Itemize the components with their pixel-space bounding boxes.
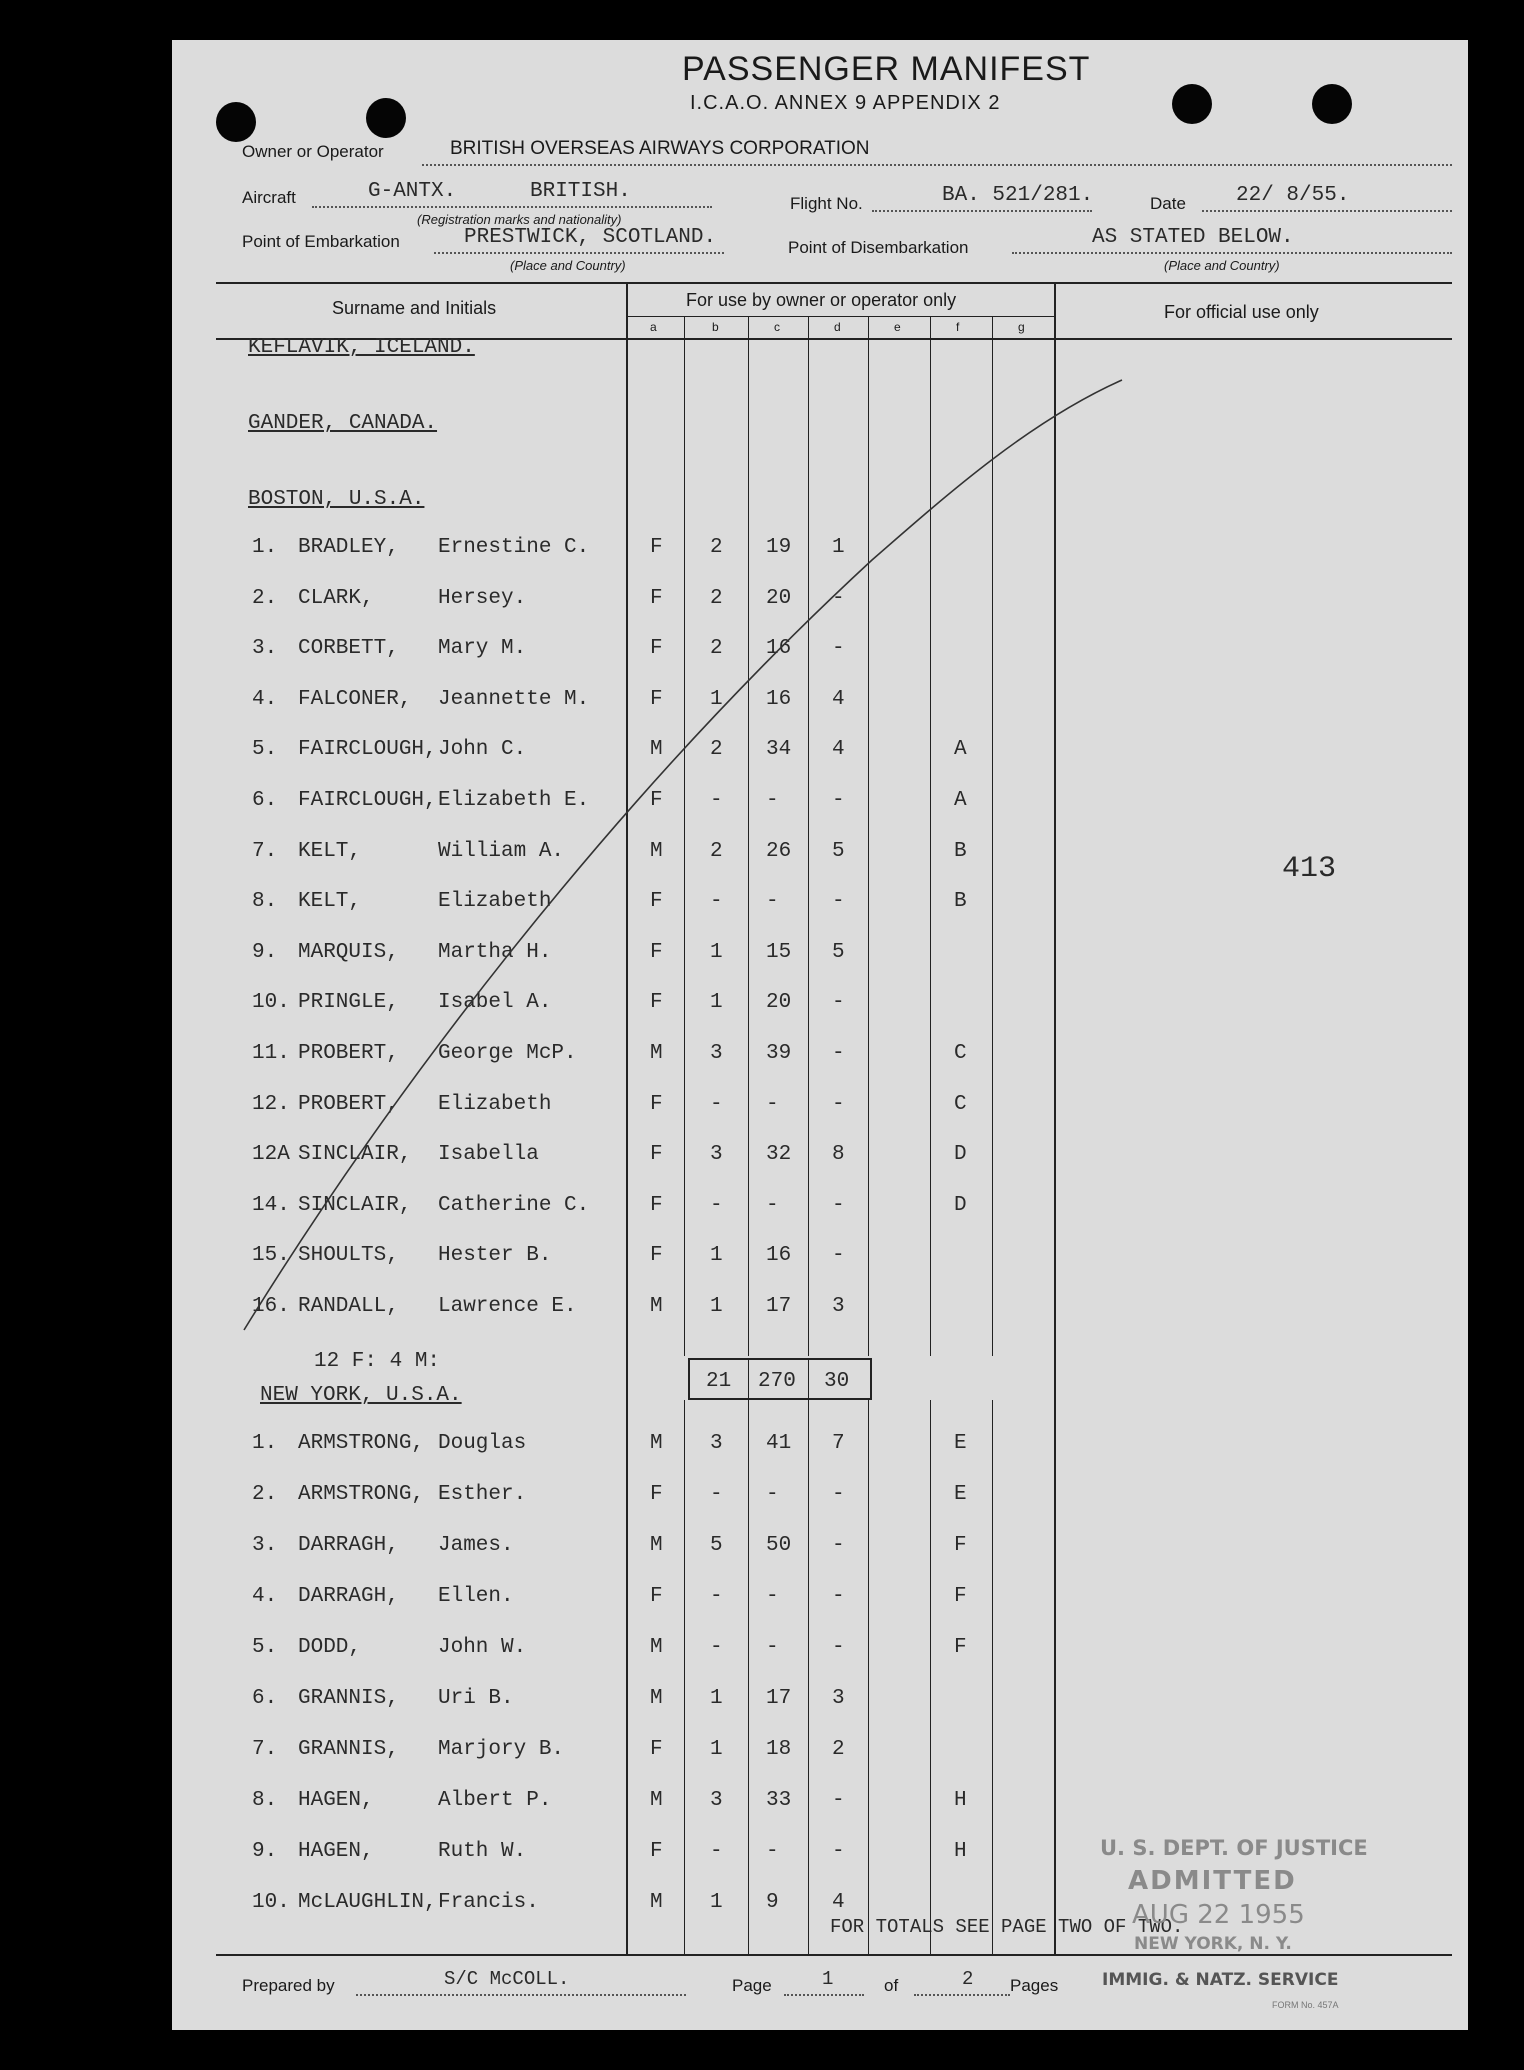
passenger-sex: M: [650, 1891, 663, 1914]
col-b-value: -: [710, 1585, 723, 1608]
passenger-given-name: James.: [438, 1534, 514, 1557]
punch-hole: [216, 102, 256, 142]
form-title: PASSENGER MANIFEST: [682, 50, 1091, 88]
col-c-value: 16: [766, 1244, 792, 1268]
col-b-value: -: [710, 1483, 723, 1506]
passenger-sex: M: [650, 1432, 663, 1455]
row-number: 5.: [252, 1636, 278, 1659]
col-f-value: B: [954, 839, 967, 863]
col-f-value: H: [954, 1840, 967, 1863]
col-c-value: -: [766, 1585, 779, 1608]
col-d-value: 3: [832, 1295, 845, 1318]
immigration-stamp-admitted: ADMITTED: [1128, 1866, 1297, 1896]
passenger-surname: PROBERT,: [298, 1092, 399, 1116]
col-c-value: 50: [766, 1534, 792, 1557]
punch-hole: [366, 98, 406, 138]
row-number: 9.: [252, 1840, 278, 1863]
row-number: 16.: [252, 1295, 290, 1318]
col-d-value: -: [832, 1092, 845, 1116]
passenger-surname: CORBETT,: [298, 637, 399, 661]
passenger-sex: M: [650, 839, 663, 863]
flight-label: Flight No.: [790, 194, 863, 213]
passenger-given-name: Elizabeth: [438, 890, 552, 914]
col-d-value: -: [832, 1042, 845, 1065]
disembarkation-label: Point of Disembarkation: [788, 238, 969, 257]
col-c-value: 16: [766, 637, 792, 661]
passenger-sex: F: [650, 1092, 663, 1116]
col-f-value: F: [954, 1534, 967, 1557]
col-c-value: 9: [766, 1891, 779, 1914]
row-number: 4.: [252, 1585, 278, 1608]
table-top-rule: [216, 282, 1452, 284]
passenger-surname: PRINGLE,: [298, 991, 399, 1015]
col-f-value: H: [954, 1789, 967, 1812]
row-number: 1.: [252, 536, 278, 559]
table-bottom-rule: [216, 1954, 1452, 1956]
aircraft-label: Aircraft: [242, 188, 296, 207]
immigration-stamp-dept: U. S. DEPT. OF JUSTICE: [1100, 1836, 1368, 1860]
col-d-value: 1: [832, 536, 845, 559]
disembarkation-note: (Place and Country): [1164, 258, 1280, 273]
col-d-value: 2: [832, 1738, 845, 1761]
col-d-value: -: [832, 586, 845, 610]
col-b-value: 3: [710, 1143, 723, 1167]
col-b-value: 5: [710, 1534, 723, 1557]
boston-gender-count: 12 F: 4 M:: [314, 1350, 441, 1373]
row-number: 6.: [252, 1687, 278, 1710]
row-number: 10.: [252, 991, 290, 1015]
row-number: 7.: [252, 1738, 278, 1761]
passenger-surname: DODD,: [298, 1636, 362, 1659]
col-f-value: C: [954, 1092, 967, 1116]
col-c-value: 20: [766, 991, 792, 1015]
manifest-page: [172, 40, 1468, 2030]
passenger-given-name: William A.: [438, 839, 565, 863]
row-number: 5.: [252, 738, 278, 762]
col-d-value: -: [832, 1840, 845, 1863]
col-d-value: 4: [832, 687, 845, 711]
col-f-value: D: [954, 1193, 967, 1217]
page-value: 1: [822, 1968, 834, 1990]
embarkation-note: (Place and Country): [510, 258, 626, 273]
passenger-sex: M: [650, 1687, 663, 1710]
col-d-value: -: [832, 1483, 845, 1506]
sub-col-e: e: [894, 320, 901, 334]
passenger-given-name: Jeannette M.: [438, 687, 590, 711]
col-b-value: 1: [710, 1891, 723, 1914]
row-number: 1.: [252, 1432, 278, 1455]
col-c-value: 16: [766, 687, 792, 711]
sub-col-b: b: [712, 320, 719, 334]
page-label: Page: [732, 1976, 772, 1995]
passenger-given-name: Hersey.: [438, 586, 527, 610]
col-f-value: F: [954, 1585, 967, 1608]
col-b-value: -: [710, 890, 723, 914]
col-c-value: -: [766, 890, 779, 914]
passenger-given-name: Hester B.: [438, 1244, 552, 1268]
row-number: 12A: [252, 1143, 290, 1167]
col-d-value: 3: [832, 1687, 845, 1710]
aircraft-registration: G-ANTX.: [368, 180, 457, 203]
passenger-sex: M: [650, 1295, 663, 1318]
passenger-sex: F: [650, 940, 663, 964]
total-col-c: 270: [758, 1370, 796, 1393]
passenger-surname: GRANNIS,: [298, 1738, 399, 1761]
col-b-value: 1: [710, 1738, 723, 1761]
col-b-value: -: [710, 1193, 723, 1217]
row-number: 7.: [252, 839, 278, 863]
row-number: 6.: [252, 789, 278, 812]
col-c-value: -: [766, 1193, 779, 1217]
col-b-value: 2: [710, 637, 723, 661]
col-c-value: 18: [766, 1738, 792, 1761]
passenger-surname: HAGEN,: [298, 1789, 374, 1812]
row-number: 9.: [252, 940, 278, 964]
totals-note: FOR TOTALS SEE PAGE TWO OF TWO.: [830, 1916, 1184, 1938]
passenger-sex: F: [650, 991, 663, 1015]
passenger-given-name: Isabella: [438, 1143, 539, 1167]
passenger-surname: GRANNIS,: [298, 1687, 399, 1710]
col-c-value: 15: [766, 940, 792, 964]
col-b-value: 3: [710, 1042, 723, 1065]
passenger-given-name: Ellen.: [438, 1585, 514, 1608]
passenger-given-name: Mary M.: [438, 637, 527, 661]
col-d-value: 7: [832, 1432, 845, 1455]
owner-label: Owner or Operator: [242, 142, 384, 161]
date-label: Date: [1150, 194, 1186, 213]
passenger-given-name: Albert P.: [438, 1789, 552, 1812]
prepared-by-value: S/C McCOLL.: [444, 1968, 570, 1990]
section-keflavik: KEFLAVIK, ICELAND.: [248, 336, 475, 359]
passenger-given-name: Marjory B.: [438, 1738, 565, 1761]
col-b-value: -: [710, 1092, 723, 1116]
col-b-value: 2: [710, 586, 723, 610]
col-f-value: C: [954, 1042, 967, 1065]
passenger-sex: F: [650, 789, 663, 812]
col-b-value: 2: [710, 839, 723, 863]
col-b-value: -: [710, 1840, 723, 1863]
passenger-sex: F: [650, 687, 663, 711]
col-d-value: 5: [832, 940, 845, 964]
col-c-value: 41: [766, 1432, 792, 1455]
col-b-value: 1: [710, 1687, 723, 1710]
section-newyork: NEW YORK, U.S.A.: [260, 1384, 462, 1407]
passenger-given-name: John C.: [438, 738, 527, 762]
row-number: 2.: [252, 586, 278, 610]
passenger-sex: F: [650, 890, 663, 914]
official-number: 413: [1282, 852, 1337, 886]
passenger-given-name: Francis.: [438, 1891, 539, 1914]
passenger-surname: HAGEN,: [298, 1840, 374, 1863]
of-value: 2: [962, 1968, 974, 1990]
passenger-given-name: Uri B.: [438, 1687, 514, 1710]
disembarkation-value: AS STATED BELOW.: [1092, 226, 1294, 249]
row-number: 12.: [252, 1092, 290, 1116]
row-number: 8.: [252, 890, 278, 914]
flight-value: BA. 521/281.: [942, 184, 1094, 207]
total-col-d: 30: [824, 1370, 850, 1393]
embarkation-value: PRESTWICK, SCOTLAND.: [464, 226, 717, 249]
col-c-value: 20: [766, 586, 792, 610]
col-c-value: 26: [766, 839, 792, 863]
prepared-by-label: Prepared by: [242, 1976, 335, 1995]
passenger-surname: SHOULTS,: [298, 1244, 399, 1268]
col-c-value: 34: [766, 738, 792, 762]
col-d-value: -: [832, 637, 845, 661]
form-number: FORM No. 457A: [1272, 2000, 1339, 2010]
col-c-value: -: [766, 789, 779, 812]
passenger-sex: M: [650, 1042, 663, 1065]
col-b-value: -: [710, 1636, 723, 1659]
passenger-sex: M: [650, 1534, 663, 1557]
col-b-value: 1: [710, 940, 723, 964]
passenger-sex: M: [650, 738, 663, 762]
passenger-sex: F: [650, 536, 663, 559]
sub-col-d: d: [834, 320, 841, 334]
passenger-given-name: Ernestine C.: [438, 536, 590, 559]
col-f-value: D: [954, 1143, 967, 1167]
passenger-sex: F: [650, 1193, 663, 1217]
passenger-given-name: Ruth W.: [438, 1840, 527, 1863]
sub-col-a: a: [650, 320, 657, 334]
passenger-given-name: Catherine C.: [438, 1193, 590, 1217]
row-number: 11.: [252, 1042, 290, 1065]
passenger-surname: DARRAGH,: [298, 1585, 399, 1608]
aircraft-nationality: BRITISH.: [530, 180, 631, 203]
of-label: of: [884, 1976, 899, 1995]
col-f-value: B: [954, 890, 967, 914]
owner-value: BRITISH OVERSEAS AIRWAYS CORPORATION: [450, 138, 870, 159]
col-d-value: -: [832, 1789, 845, 1812]
col-d-value: -: [832, 1636, 845, 1659]
date-value: 22/ 8/55.: [1236, 184, 1350, 207]
embarkation-label: Point of Embarkation: [242, 232, 400, 251]
section-gander: GANDER, CANADA.: [248, 412, 438, 435]
col-d-value: 8: [832, 1143, 845, 1167]
col-c-value: 17: [766, 1295, 792, 1318]
passenger-surname: DARRAGH,: [298, 1534, 399, 1557]
passenger-given-name: Elizabeth E.: [438, 789, 590, 812]
col-c-value: 39: [766, 1042, 792, 1065]
col-f-value: E: [954, 1483, 967, 1506]
passenger-sex: F: [650, 1143, 663, 1167]
passenger-surname: CLARK,: [298, 586, 374, 610]
passenger-surname: SINCLAIR,: [298, 1193, 412, 1217]
col-b-value: 1: [710, 991, 723, 1015]
passenger-given-name: Douglas: [438, 1432, 527, 1455]
row-number: 4.: [252, 687, 278, 711]
passenger-sex: F: [650, 1244, 663, 1268]
passenger-surname: FAIRCLOUGH,: [298, 789, 437, 812]
sub-col-g: g: [1018, 320, 1025, 334]
form-subtitle: I.C.A.O. ANNEX 9 APPENDIX 2: [690, 92, 1001, 114]
col-c-value: 17: [766, 1687, 792, 1710]
passenger-surname: RANDALL,: [298, 1295, 399, 1318]
col-d-value: 5: [832, 839, 845, 863]
row-number: 8.: [252, 1789, 278, 1812]
passenger-surname: ARMSTRONG,: [298, 1483, 425, 1506]
col-d-value: 4: [832, 738, 845, 762]
passenger-surname: SINCLAIR,: [298, 1143, 412, 1167]
surname-column-header: Surname and Initials: [332, 298, 497, 318]
immigration-stamp-date: AUG 22 1955: [1132, 1900, 1305, 1930]
col-d-value: -: [832, 991, 845, 1015]
pages-label: Pages: [1010, 1976, 1059, 1995]
passenger-surname: KELT,: [298, 839, 362, 863]
passenger-surname: FALCONER,: [298, 687, 412, 711]
passenger-sex: F: [650, 637, 663, 661]
official-use-header: For official use only: [1164, 302, 1319, 322]
row-number: 2.: [252, 1483, 278, 1506]
sub-col-f: f: [956, 320, 960, 334]
passenger-surname: BRADLEY,: [298, 536, 399, 559]
row-number: 14.: [252, 1193, 290, 1217]
col-c-value: -: [766, 1840, 779, 1863]
passenger-surname: McLAUGHLIN,: [298, 1891, 437, 1914]
row-number: 10.: [252, 1891, 290, 1914]
col-f-value: E: [954, 1432, 967, 1455]
passenger-sex: F: [650, 586, 663, 610]
col-d-value: 4: [832, 1891, 845, 1914]
passenger-sex: F: [650, 1738, 663, 1761]
col-b-value: 1: [710, 1244, 723, 1268]
col-d-value: -: [832, 1244, 845, 1268]
col-f-value: F: [954, 1636, 967, 1659]
passenger-surname: ARMSTRONG,: [298, 1432, 425, 1455]
passenger-sex: M: [650, 1636, 663, 1659]
col-d-value: -: [832, 1585, 845, 1608]
col-b-value: 3: [710, 1432, 723, 1455]
col-b-value: 2: [710, 536, 723, 559]
punch-hole: [1172, 84, 1212, 124]
col-d-value: -: [832, 1534, 845, 1557]
passenger-given-name: Isabel A.: [438, 991, 552, 1015]
passenger-given-name: Elizabeth: [438, 1092, 552, 1116]
passenger-sex: M: [650, 1789, 663, 1812]
sub-col-c: c: [774, 320, 780, 334]
passenger-surname: FAIRCLOUGH,: [298, 738, 437, 762]
passenger-surname: MARQUIS,: [298, 940, 399, 964]
col-f-value: A: [954, 789, 967, 812]
col-b-value: 2: [710, 738, 723, 762]
passenger-given-name: Esther.: [438, 1483, 527, 1506]
passenger-given-name: John W.: [438, 1636, 527, 1659]
passenger-surname: KELT,: [298, 890, 362, 914]
col-b-value: 1: [710, 1295, 723, 1318]
passenger-surname: PROBERT,: [298, 1042, 399, 1065]
row-number: 15.: [252, 1244, 290, 1268]
row-number: 3.: [252, 637, 278, 661]
col-c-value: -: [766, 1092, 779, 1116]
passenger-given-name: Martha H.: [438, 940, 552, 964]
col-c-value: 19: [766, 536, 792, 559]
col-c-value: 33: [766, 1789, 792, 1812]
total-col-b: 21: [706, 1370, 732, 1393]
section-boston: BOSTON, U.S.A.: [248, 488, 425, 511]
col-b-value: 3: [710, 1789, 723, 1812]
passenger-sex: F: [650, 1840, 663, 1863]
passenger-sex: F: [650, 1585, 663, 1608]
punch-hole: [1312, 84, 1352, 124]
col-b-value: 1: [710, 687, 723, 711]
col-f-value: A: [954, 738, 967, 762]
col-c-value: -: [766, 1636, 779, 1659]
col-b-value: -: [710, 789, 723, 812]
col-c-value: -: [766, 1483, 779, 1506]
col-d-value: -: [832, 890, 845, 914]
passenger-given-name: Lawrence E.: [438, 1295, 577, 1318]
col-d-value: -: [832, 789, 845, 812]
owner-use-header: For use by owner or operator only: [686, 290, 957, 310]
registration-note: (Registration marks and nationality): [417, 212, 622, 227]
col-c-value: 32: [766, 1143, 792, 1167]
immigration-stamp-city: NEW YORK, N. Y.: [1134, 1934, 1292, 1954]
immigration-stamp-service: IMMIG. & NATZ. SERVICE: [1102, 1970, 1339, 1990]
passenger-sex: F: [650, 1483, 663, 1506]
passenger-given-name: George McP.: [438, 1042, 577, 1065]
col-d-value: -: [832, 1193, 845, 1217]
row-number: 3.: [252, 1534, 278, 1557]
